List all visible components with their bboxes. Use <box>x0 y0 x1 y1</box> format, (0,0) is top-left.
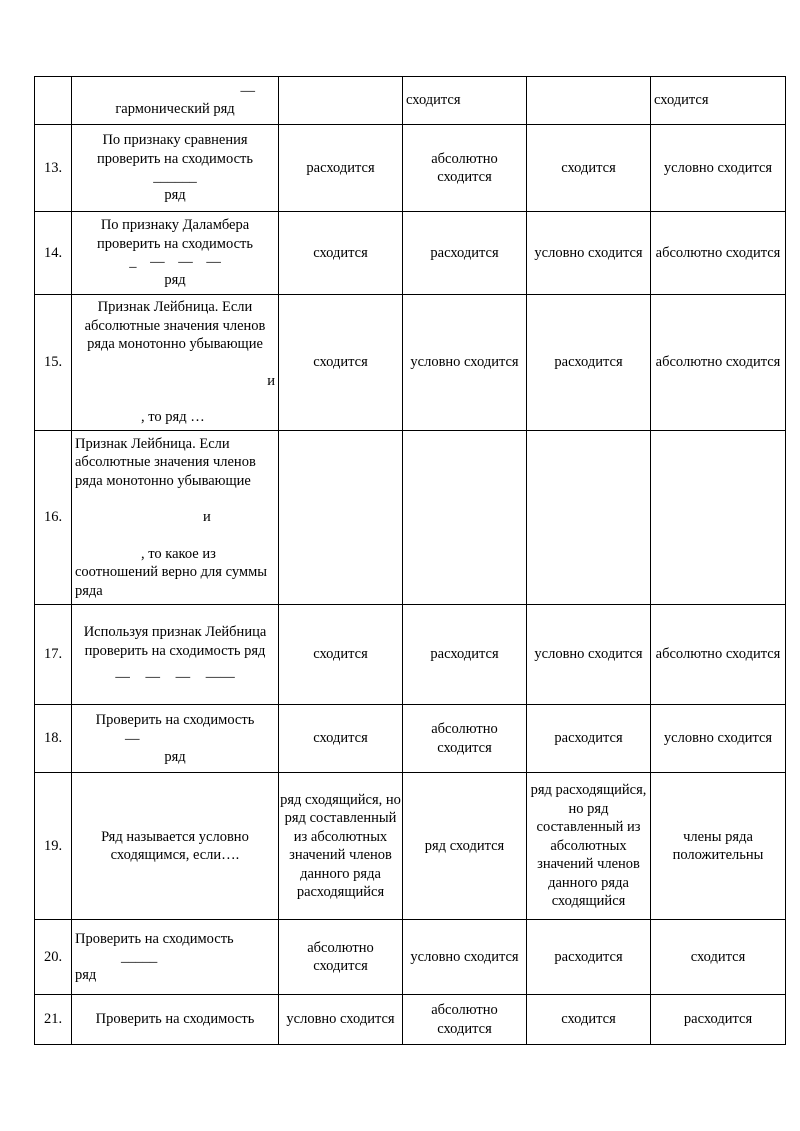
question-text: По признаку сравнения проверить на сходимость <box>97 132 253 167</box>
row-number: 20. <box>35 920 72 995</box>
row-number: 19. <box>35 773 72 920</box>
option-c <box>527 431 651 605</box>
table-row <box>35 77 786 125</box>
option-b: условно сходится <box>403 295 527 431</box>
option-a: условно сходится <box>279 995 403 1045</box>
question-tail: ряд <box>164 748 186 765</box>
option-b: абсолютно сходится <box>403 705 527 773</box>
question-text: Проверить на сходимость <box>95 712 255 728</box>
question-text: Признак Лейбница. Если абсолютные значения членов ряда монотонно убывающие <box>75 435 256 489</box>
quiz-table <box>34 76 786 1045</box>
question-text: По признаку Даламбера проверить на сходимость <box>97 217 253 252</box>
option-a: сходится <box>279 212 403 295</box>
row-number: 13. <box>35 125 72 212</box>
option-c: ряд расходящийся, но ряд составленный из абсолютных значений членов данного ряда сходящийся <box>527 773 651 920</box>
row-number: 15. <box>35 295 72 431</box>
question-cell <box>72 920 279 995</box>
row-number: 18. <box>35 705 72 773</box>
option-b: абсолютно сходится <box>403 995 527 1045</box>
question-text: Проверить на сходимость <box>95 1011 255 1028</box>
row-number <box>35 77 72 125</box>
question-cell <box>72 212 279 295</box>
option-a: ряд сходящийся, но ряд составленный из абсолютных значений членов данного ряда расходящийся <box>279 773 403 920</box>
option-a: сходится <box>279 605 403 705</box>
option-b <box>403 431 527 605</box>
option-d: сходится <box>651 77 786 125</box>
option-c: сходится <box>527 125 651 212</box>
formula-dash: _ — — — <box>129 254 221 271</box>
question-tail: ряд <box>75 967 97 983</box>
table-row <box>35 295 786 431</box>
row-number: 21. <box>35 995 72 1045</box>
option-c: расходится <box>527 705 651 773</box>
option-b: условно сходится <box>403 920 527 995</box>
option-d: абсолютно сходится <box>651 605 786 705</box>
option-d: условно сходится <box>651 125 786 212</box>
question-text: Признак Лейбница. Если абсолютные значения членов ряда монотонно убывающие <box>84 299 266 353</box>
question-cell <box>72 995 279 1045</box>
option-c: условно сходится <box>527 605 651 705</box>
row-number: 16. <box>35 431 72 605</box>
option-b: ряд сходится <box>403 773 527 920</box>
question-tail: ряд <box>164 187 186 204</box>
formula-dash: _____ <box>121 949 158 965</box>
question-text: гармонический ряд <box>115 101 235 118</box>
option-a <box>279 431 403 605</box>
formula-dash: — <box>125 730 140 747</box>
question-cell <box>72 705 279 773</box>
option-a: расходится <box>279 125 403 212</box>
question-tail: , то ряд … <box>141 409 205 426</box>
table-row <box>35 705 786 773</box>
table-row <box>35 995 786 1045</box>
option-d: расходится <box>651 995 786 1045</box>
formula-dash: — <box>240 83 255 100</box>
question-and: и <box>267 372 275 389</box>
question-tail: ряд <box>164 272 186 289</box>
question-tail: , то какое из соотношений верно для суммы ряда <box>75 545 267 599</box>
question-cell <box>72 605 279 705</box>
table-row <box>35 920 786 995</box>
option-d: абсолютно сходится <box>651 295 786 431</box>
option-d: сходится <box>651 920 786 995</box>
option-a: сходится <box>279 295 403 431</box>
option-c: расходится <box>527 920 651 995</box>
option-b: расходится <box>403 212 527 295</box>
question-cell <box>72 773 279 920</box>
question-cell <box>72 125 279 212</box>
formula-dash: ______ <box>153 169 197 186</box>
option-c: расходится <box>527 295 651 431</box>
question-text: Используя признак Лейбница проверить на сходимость ряд <box>83 624 267 659</box>
table-row <box>35 431 786 605</box>
row-number: 14. <box>35 212 72 295</box>
table-row <box>35 212 786 295</box>
option-b: абсолютно сходится <box>403 125 527 212</box>
question-text: Ряд называется условно сходящимся, если…. <box>101 828 249 863</box>
table-row <box>35 605 786 705</box>
option-d: условно сходится <box>651 705 786 773</box>
question-cell <box>72 431 279 605</box>
row-number: 17. <box>35 605 72 705</box>
option-d <box>651 431 786 605</box>
option-d: члены ряда положительны <box>651 773 786 920</box>
question-text: Проверить на сходимость <box>75 930 234 947</box>
formula-dash: — — — —— <box>115 669 235 685</box>
question-cell <box>72 77 279 125</box>
option-c <box>527 77 651 125</box>
option-b: сходится <box>403 77 527 125</box>
option-d: абсолютно сходится <box>651 212 786 295</box>
question-cell <box>72 295 279 431</box>
table-row <box>35 773 786 920</box>
option-a <box>279 77 403 125</box>
option-b: расходится <box>403 605 527 705</box>
question-and: и <box>203 509 211 526</box>
option-c: сходится <box>527 995 651 1045</box>
option-a: абсолютно сходится <box>279 920 403 995</box>
option-a: сходится <box>279 705 403 773</box>
table-row <box>35 125 786 212</box>
option-c: условно сходится <box>527 212 651 295</box>
